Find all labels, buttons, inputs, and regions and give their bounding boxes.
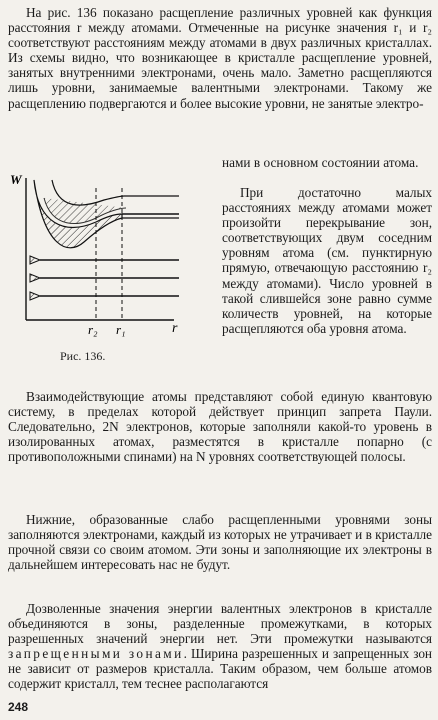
energy-level-diagram	[4, 168, 204, 348]
paragraph-overlap	[222, 185, 432, 336]
axis-label-r: r	[172, 321, 178, 336]
paragraph-intro-tail	[222, 155, 432, 170]
paragraph-lower-bands	[8, 512, 432, 572]
page-number: 248	[8, 700, 29, 714]
paragraph-forbidden-bands-text-b: . Ширина разрешенных и запрещенных зон не зависит от размеров кристалла. Таким образом, чем больше атомов содержит кристалл, тем теснее располагаются	[8, 646, 432, 692]
paragraph-pauli-text: Взаимодействующие атомы представляют собой единую квантовую систему, в пределах которой действует принцип запрета Паули. Следовательно, 2N электронов, которые заполняли какой-то уровень в изолированных атомах, разместятся в кристалле попарно (с противоположными спинами) на N уровнях соответствующей полосы.	[8, 389, 432, 465]
figure-136	[4, 168, 204, 378]
paragraph-forbidden-bands-text-a: Дозволенные значения энергии валентных электронов в кристалле объединяются в зоны, разделенные промежутками, в которых разрешенных значений энергии нет. Эти промежутки называются	[8, 601, 432, 647]
paragraph-pauli	[8, 389, 432, 464]
paragraph-overlap-text: При достаточно малых расстояниях между атомами может произойти перекрывание зон, соответствующих двум соседним уровням атома (см. пунктирную прямую, отвечающую расстоянию r₂ между атомами). Число уровней в такой слившейся зоне равно сумме количеств уровней, на которые расщепляются оба уровня атома.	[222, 185, 432, 336]
lower-band-3-fan	[30, 292, 40, 300]
label-r1: r₁	[116, 322, 126, 337]
paragraph-intro-tail-text: нами в основном состоянии атома.	[222, 155, 419, 170]
paragraph-forbidden-bands	[8, 601, 432, 692]
lower-band-1-fan	[30, 256, 40, 264]
lower-band-2-fan	[30, 274, 40, 282]
term-forbidden-bands: запрещенными зонами	[8, 646, 184, 662]
label-r2: r₂	[88, 322, 98, 337]
axis-label-w: W	[10, 172, 22, 187]
paragraph-intro	[8, 5, 432, 111]
paragraph-lower-bands-text: Нижние, образованные слабо расщепленными уровнями зоны заполняются электронами, каждый из которых не утрачивает и в кристалле прочной связи со своим атомом. Эти зоны и заполняющие их электроны в дальнейшем интересовать нас не будут.	[8, 512, 432, 573]
paragraph-intro-text: На рис. 136 показано расщепление различных уровней как функция расстояния r между атомами. Отмеченные на рисунке значения r₁ и r₂ соответствуют расстояниям между атомами в двух различных кристаллах. Из схемы видно, что возникающее в кристалле расщепление уровней, занятых внутренними электронами, очень мало. Заметно расщепляются лишь уровни, занимаемые валентными электронами. Такому же расщеплению подвергаются и более высокие уровни, не занятые электро-	[8, 5, 432, 111]
figure-caption: Рис. 136.	[60, 349, 106, 363]
